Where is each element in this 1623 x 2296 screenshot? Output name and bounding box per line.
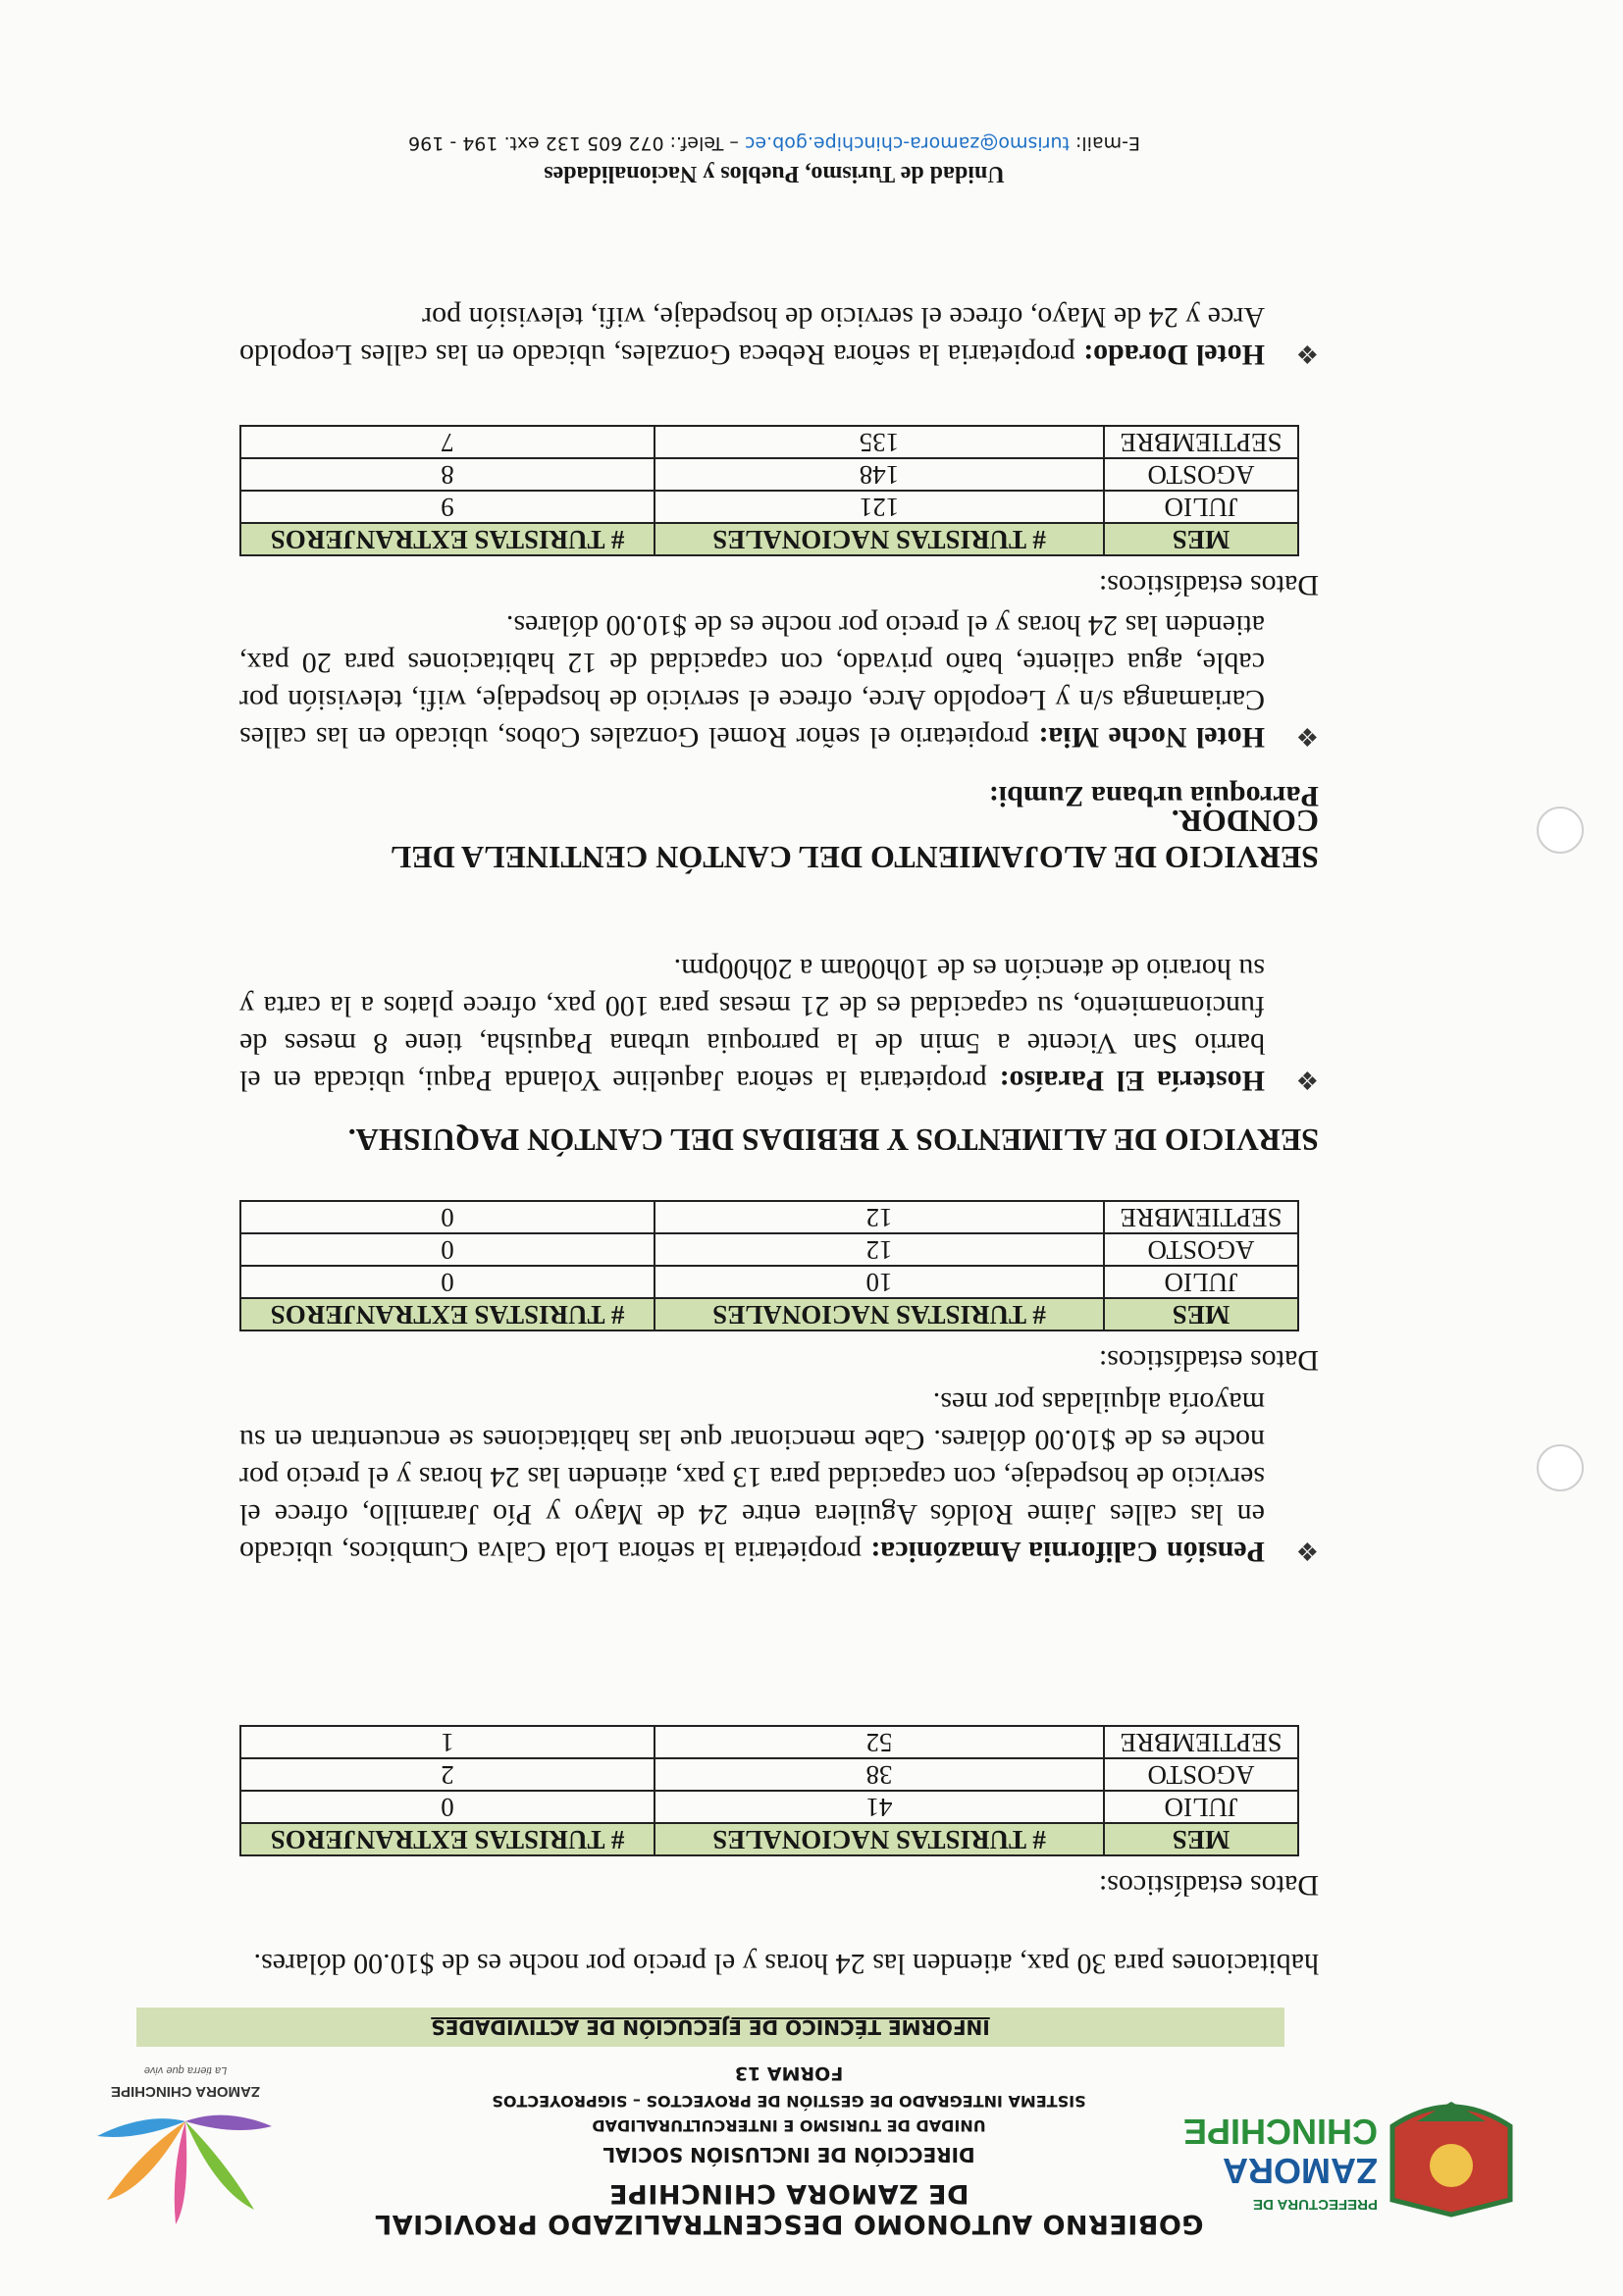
pension-paragraph xyxy=(239,1383,1265,1570)
heading-food-service: SERVICIO DE ALIMENTOS Y BEBIDAS DEL CANTÓN PAQUISHA. xyxy=(347,1122,1319,1158)
noche-paragraph xyxy=(239,606,1265,756)
cell-national: 52 xyxy=(654,1726,1104,1758)
table-row xyxy=(240,1233,1298,1266)
stats-table-2 xyxy=(239,1200,1299,1331)
stats-table-1 xyxy=(239,1725,1299,1856)
bullet-icon: ❖ xyxy=(1295,722,1319,751)
email-label: E-mail: xyxy=(1069,132,1140,154)
cell-month: AGOSTO xyxy=(1104,458,1298,491)
footer-contact xyxy=(249,132,1299,154)
stats-label-3: Datos estadísticos: xyxy=(1098,569,1319,601)
cell-foreign: 7 xyxy=(240,426,654,458)
intro-paragraph xyxy=(239,1945,1319,1982)
header-month: MES xyxy=(1104,523,1298,555)
noche-text: propietario el señor Romel Gonzales Cobos, ubicado en las calles Cariamanga s/n y Leopoldo Arce, ofrece el servicio de hospedaje, wifi, televisión por cable, agua caliente, baño privado, con capacidad de 12 habitaciones para 20 pax, atienden las 24 horas y el precio por noche es de $10.00 dólares. xyxy=(239,609,1265,754)
cell-national: 148 xyxy=(654,458,1104,491)
cell-month: SEPTIEMBRE xyxy=(1104,426,1298,458)
form-number: FORMA 13 xyxy=(734,2062,844,2084)
hosteria-paragraph xyxy=(239,950,1265,1099)
cell-month: JULIO xyxy=(1104,491,1298,523)
cell-foreign: 1 xyxy=(240,1726,654,1758)
bullet-icon: ❖ xyxy=(1295,339,1319,368)
bullet-icon: ❖ xyxy=(1295,1066,1319,1094)
stats-label-1: Datos estadísticos: xyxy=(1098,1869,1319,1902)
cell-national: 38 xyxy=(654,1758,1104,1791)
cell-month: JULIO xyxy=(1104,1791,1298,1823)
cell-foreign: 0 xyxy=(240,1201,654,1233)
cell-national: 121 xyxy=(654,491,1104,523)
hosteria-text: propietaria la señora Jaqueline Yolanda Paqui, ubicada en el barrio San Vicente a 5min de la parroquia urbana Paquisha, tiene 8 meses de funcionamiento, su capacidad es de 21 mesas para 100 pax, ofrece platos a la carta y su horario de atención es de 10h00am a 20h00pm. xyxy=(238,953,1265,1097)
punch-hole-bottom xyxy=(1537,807,1584,854)
email-link[interactable]: turismo@zamora-chinchipe.gob.ec xyxy=(744,132,1070,154)
cell-national: 12 xyxy=(654,1233,1104,1266)
table-row xyxy=(240,426,1298,458)
logo-left-word1: ZAMORA xyxy=(1223,2151,1378,2191)
prefectura-logo xyxy=(1182,2077,1530,2239)
cell-foreign: 0 xyxy=(240,1233,654,1266)
cell-national: 135 xyxy=(654,426,1104,458)
punch-hole-top xyxy=(1537,1444,1584,1491)
logo-left-word2: CHINCHIPE xyxy=(1182,2112,1378,2152)
footer-unit: Unidad de Turismo, Pueblos y Nacionalidades xyxy=(544,161,1005,186)
header-national: # TURISTAS NACIONALES xyxy=(654,1823,1104,1855)
table-header-row xyxy=(240,1823,1298,1855)
cell-foreign: 0 xyxy=(240,1266,654,1298)
letterhead xyxy=(87,2015,1530,2239)
table-row xyxy=(240,1758,1298,1791)
cell-month: AGOSTO xyxy=(1104,1233,1298,1266)
dorado-name: Hotel Dorado: xyxy=(1083,339,1265,371)
cell-foreign: 0 xyxy=(240,1791,654,1823)
table-row xyxy=(240,1266,1298,1298)
intro-text: habitaciones para 30 pax, atienden las 24 horas y el precio por noche es de $10.00 dólares. xyxy=(253,1948,1319,1980)
table-row xyxy=(240,491,1298,523)
cell-month: SEPTIEMBRE xyxy=(1104,1201,1298,1233)
logo-left-top: PREFECTURA DE xyxy=(1253,2196,1378,2213)
logo-right-name: ZAMORA CHINCHIPE xyxy=(111,2083,260,2100)
noche-name: Hotel Noche Mia: xyxy=(1038,721,1265,754)
logo-right-tagline: La tierra que vive xyxy=(143,2064,228,2076)
table-row xyxy=(240,1201,1298,1233)
phone-text: – Telef.: 072 605 132 ext. 194 - 196 xyxy=(408,132,745,154)
header-month: MES xyxy=(1104,1298,1298,1331)
header-national: # TURISTAS NACIONALES xyxy=(654,1298,1104,1331)
table-row xyxy=(240,1791,1298,1823)
report-title-bar: INFORME TÉCNICO DE EJECUCIÓN DE ACTIVIDADES xyxy=(136,2008,1284,2047)
page-footer xyxy=(249,132,1299,186)
table-header-row xyxy=(240,1298,1298,1331)
hosteria-name: Hostería El Paraíso: xyxy=(999,1065,1265,1097)
pension-text: propietaria la señora Lola Calva Cumbicos, ubicado en las calles Jaime Roldós Aguilera entre 24 de Mayo y Pío Jaramillo, ofrece el servicio de hospedaje, con capacidad para 13 pax, atienden las 24 horas y el precio por noche es de $10.00 dólares. Cabe mencionar que las habitaciones se encuentran en su mayoría alquiladas por mes. xyxy=(239,1386,1265,1568)
cell-month: JULIO xyxy=(1104,1266,1298,1298)
unit-title: UNIDAD DE TURISMO E INTERCULTURALIDAD xyxy=(592,2116,986,2135)
dorado-text: propietaria la señora Rebeca Gonzales, ubicado en las calles Leopoldo Arce y 24 de Mayo, ofrece el servicio de hospedaje, wifi, televisión por xyxy=(239,301,1265,371)
government-title: GOBIERNO AUTONOMO DESCENTRALIZADO PROVICIAL DE ZAMORA CHINCHIPE xyxy=(374,2178,1204,2239)
direction-title: DIRECCIÓN DE INCLUSIÓN SOCIAL xyxy=(602,2143,975,2166)
header-foreign: # TURISTAS EXTRANJEROS xyxy=(240,1823,654,1855)
system-title: SISTEMA INTEGRADO DE GESTIÓN DE PROYECTOS – SIGPROYECTOS xyxy=(492,2092,1086,2111)
cell-foreign: 9 xyxy=(240,491,654,523)
cell-national: 10 xyxy=(654,1266,1104,1298)
heading-lodging-service: SERVICIO DE ALOJAMIENTO DEL CANTÓN CENTINELA DEL CONDOR. xyxy=(392,804,1319,875)
parish-label xyxy=(239,777,1319,814)
table-header-row xyxy=(240,523,1298,555)
table-row xyxy=(240,458,1298,491)
dorado-paragraph xyxy=(239,298,1265,373)
cell-month: AGOSTO xyxy=(1104,1758,1298,1791)
cell-national: 41 xyxy=(654,1791,1104,1823)
cell-national: 12 xyxy=(654,1201,1104,1233)
pension-name: Pensión California Amazónica: xyxy=(870,1536,1265,1568)
cell-foreign: 2 xyxy=(240,1758,654,1791)
header-foreign: # TURISTAS EXTRANJEROS xyxy=(240,523,654,555)
stats-label-2: Datos estadísticos: xyxy=(1098,1344,1319,1377)
stats-table-3 xyxy=(239,425,1299,556)
cell-foreign: 8 xyxy=(240,458,654,491)
letterhead-text xyxy=(372,2062,1206,2239)
parish-text: Parroquia urbana Zumbi: xyxy=(988,780,1319,812)
header-foreign: # TURISTAS EXTRANJEROS xyxy=(240,1298,654,1331)
cell-month: SEPTIEMBRE xyxy=(1104,1726,1298,1758)
zamora-chinchipe-brand-logo xyxy=(87,2053,284,2229)
header-month: MES xyxy=(1104,1823,1298,1855)
bullet-icon: ❖ xyxy=(1295,1537,1319,1565)
header-national: # TURISTAS NACIONALES xyxy=(654,523,1104,555)
table-row xyxy=(240,1726,1298,1758)
